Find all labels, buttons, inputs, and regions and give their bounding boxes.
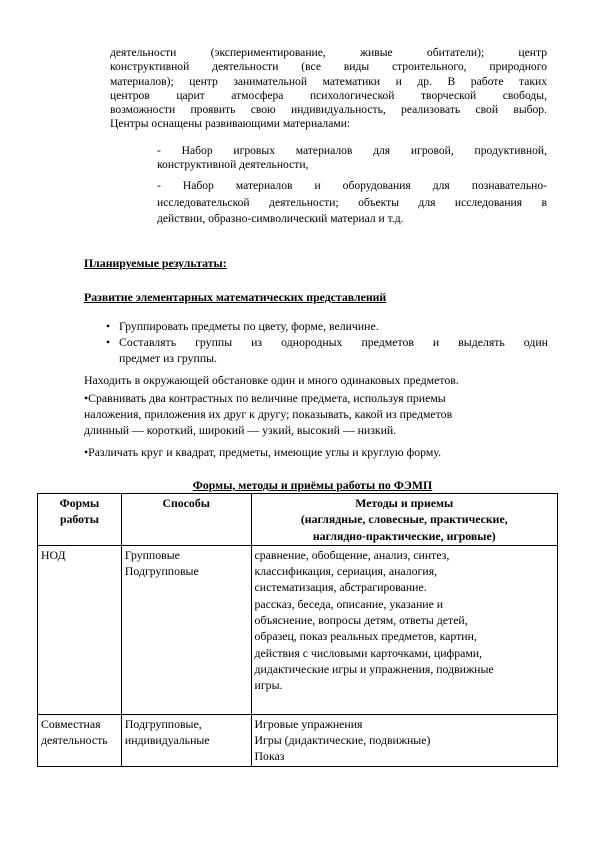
- text-line: длинный — короткий, широкий — узкий, высокий — низкий.: [84, 423, 397, 437]
- cell-form: Совместная деятельность: [38, 714, 122, 766]
- text-line: возможности проявить свою индивидуальность, реализовать свой выбор.: [110, 103, 547, 117]
- paragraph-find-objects: [84, 372, 548, 388]
- text-line: наложения, приложения их друг к другу; показывать, какой из предметов: [84, 407, 453, 421]
- intro-paragraph: [110, 46, 547, 132]
- table-header-row: [38, 494, 558, 546]
- text-line: исследовательской деятельности; объекты для исследования в: [157, 195, 547, 209]
- text-line: центров царит атмосфера психологической творческой свободы,: [110, 88, 547, 102]
- table-title: Формы, методы и приёмы работы по ФЭМП: [192, 478, 433, 492]
- header-techniques: Методы и приемы (наглядные, словесные, практические, наглядно-практические, игровые): [251, 494, 557, 546]
- table-row: [38, 545, 558, 714]
- text-line: конструктивной деятельности,: [157, 158, 309, 172]
- text-line: - Набор игровых материалов для игровой, продуктивной,: [157, 144, 547, 157]
- header-forms: Формы работы: [38, 494, 122, 546]
- list-item: [84, 318, 548, 334]
- text-line: действии, образно-символический материал и т.д.: [157, 212, 404, 225]
- bullet-list: [84, 318, 548, 366]
- text-line: конструктивной деятельности (все виды строительного, природного: [110, 60, 547, 74]
- text-line: Составлять группы из однородных предметов и выделять один: [119, 335, 548, 349]
- text-line: деятельности (экспериментирование, живые обитатели); центр: [110, 46, 547, 59]
- text-line: - Набор материалов и оборудования для познавательно-: [157, 179, 547, 192]
- femp-heading: Развитие элементарных математических представлений: [84, 290, 387, 304]
- dash-item-research-materials: [157, 178, 547, 228]
- text-line: Группировать предметы по цвету, форме, величине.: [119, 319, 379, 333]
- methods-table: [37, 493, 558, 767]
- dash-item-game-materials: [157, 144, 547, 173]
- results-heading: Планируемые результаты:: [84, 256, 227, 270]
- table-row: [38, 714, 558, 766]
- text-line: •Сравнивать два контрастных по величине предмета, используя приемы: [84, 391, 446, 405]
- paragraph-shapes: [84, 444, 548, 460]
- cell-method: Подгрупповые, индивидуальные: [121, 714, 251, 766]
- text-line: предмет из группы.: [119, 351, 218, 365]
- cell-techniques: сравнение, обобщение, анализ, синтез, классификация, сериация, аналогия, систематизация, абстрагирование. рассказ, беседа, описание, указание и объяснение, вопросы детям, ответы детей, образец, показ реальных предметов, картин, действия с числовыми карточками, цифрами, дидактические игры и упражнения, подвижные игры.: [251, 545, 557, 714]
- cell-method: Групповые Подгрупповые: [121, 545, 251, 714]
- bullet-icon: •: [106, 335, 111, 349]
- text-line: Находить в окружающей обстановке один и много одинаковых предметов.: [84, 373, 459, 387]
- cell-form: НОД: [38, 545, 122, 714]
- list-item: [84, 334, 548, 366]
- text-line: •Различать круг и квадрат, предметы, имеющие углы и круглую форму.: [84, 445, 442, 459]
- header-methods: Способы: [121, 494, 251, 546]
- text-line: материалов); центр занимательной математики и др. В работе таких: [110, 74, 547, 88]
- paragraph-compare-sizes: [84, 390, 548, 438]
- text-line: Центры оснащены развивающими материалами:: [110, 117, 351, 131]
- bullet-icon: •: [106, 319, 111, 333]
- cell-techniques: Игровые упражнения Игры (дидактические, подвижные) Показ: [251, 714, 557, 766]
